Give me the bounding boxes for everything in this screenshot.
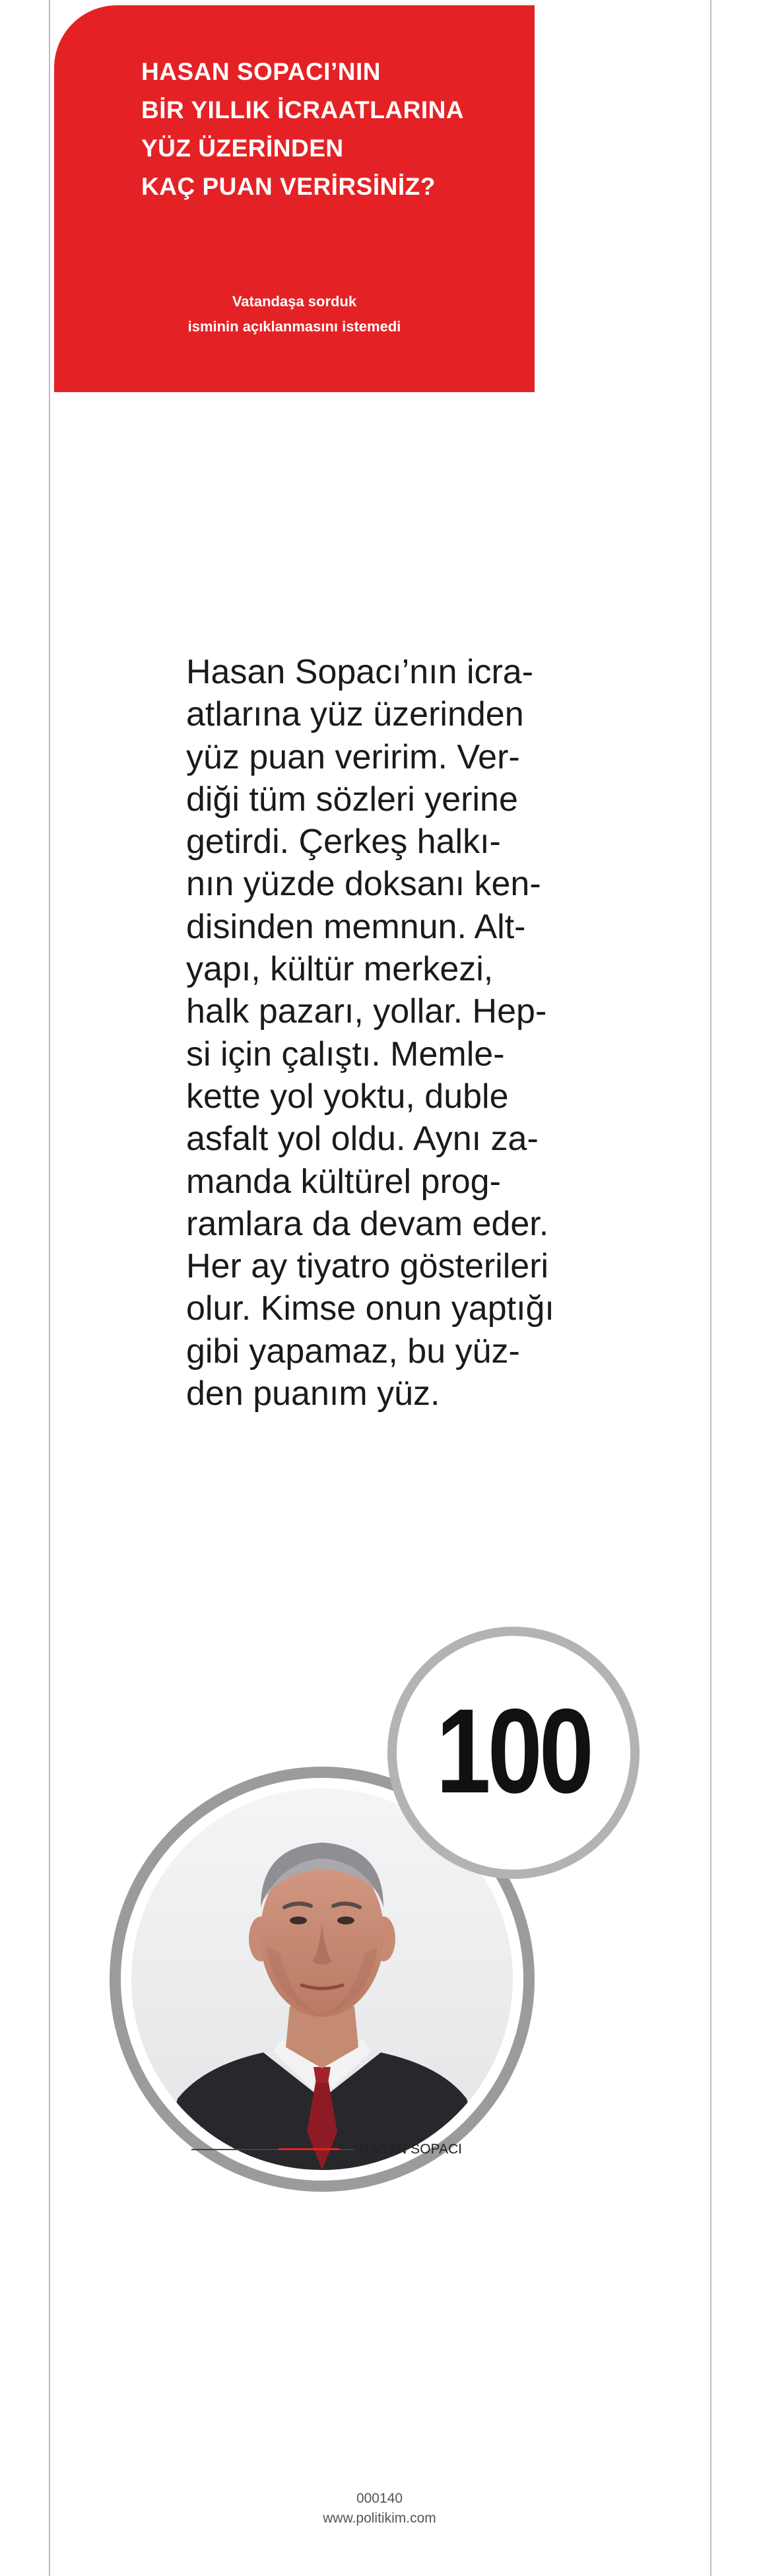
quote-line: diği tüm sözleri yerine <box>186 780 518 819</box>
quote-line: yüz puan veririm. Ver- <box>186 737 520 776</box>
subtitle-line-1: Vatandaşa sorduk <box>232 293 357 310</box>
quote-line: atlarına yüz üzerinden <box>186 695 524 734</box>
quote-line: Her ay tiyatro gösterileri <box>186 1247 549 1286</box>
quote-line: getirdi. Çerkeş halkı- <box>186 823 501 862</box>
footer-website: www.politikim.com <box>323 2511 436 2526</box>
footer-code: 000140 <box>356 2491 403 2506</box>
score-badge <box>387 1627 640 1879</box>
headline-line-2: BİR YILLIK İCRAATLARINA <box>141 96 465 123</box>
quote-line: den puanım yüz. <box>186 1374 440 1413</box>
header-subtitle <box>54 289 535 339</box>
left-border-line <box>49 0 50 2576</box>
caption-rule-accent <box>279 2148 339 2150</box>
score-value: 100 <box>436 1683 591 1818</box>
quote-line: nın yüzde doksanı ken- <box>186 865 541 904</box>
quote-line: olur. Kimse onun yaptığı <box>186 1289 554 1328</box>
subtitle-line-2: isminin açıklanmasını istemedi <box>187 318 401 335</box>
quote-line: si için çalıştı. Memle- <box>186 1034 505 1073</box>
caption-name: HASAN SOPACI <box>359 2142 462 2157</box>
header-banner <box>54 5 535 392</box>
headline-line-1: HASAN SOPACI’NIN <box>141 58 381 85</box>
citizen-quote <box>186 651 609 1415</box>
quote-line: yapı, kültür merkezi, <box>186 950 494 989</box>
quote-line: disinden memnun. Alt- <box>186 907 526 946</box>
headline-line-4: KAÇ PUAN VERİRSİNİZ? <box>141 173 436 200</box>
quote-line: Hasan Sopacı’nın icra- <box>186 653 534 691</box>
photo-caption <box>191 2142 469 2157</box>
page-footer <box>0 2489 759 2528</box>
quote-line: kette yol yoktu, duble <box>186 1077 509 1116</box>
quote-line: asfalt yol oldu. Aynı za- <box>186 1120 539 1159</box>
quote-line: halk pazarı, yollar. Hep- <box>186 992 547 1031</box>
headline-line-3: YÜZ ÜZERİNDEN <box>141 135 344 162</box>
quote-line: gibi yapamaz, bu yüz- <box>186 1332 520 1371</box>
right-border-line <box>710 0 711 2576</box>
quote-line: ramlara da devam eder. <box>186 1204 549 1243</box>
quote-line: manda kültürel prog- <box>186 1162 501 1201</box>
